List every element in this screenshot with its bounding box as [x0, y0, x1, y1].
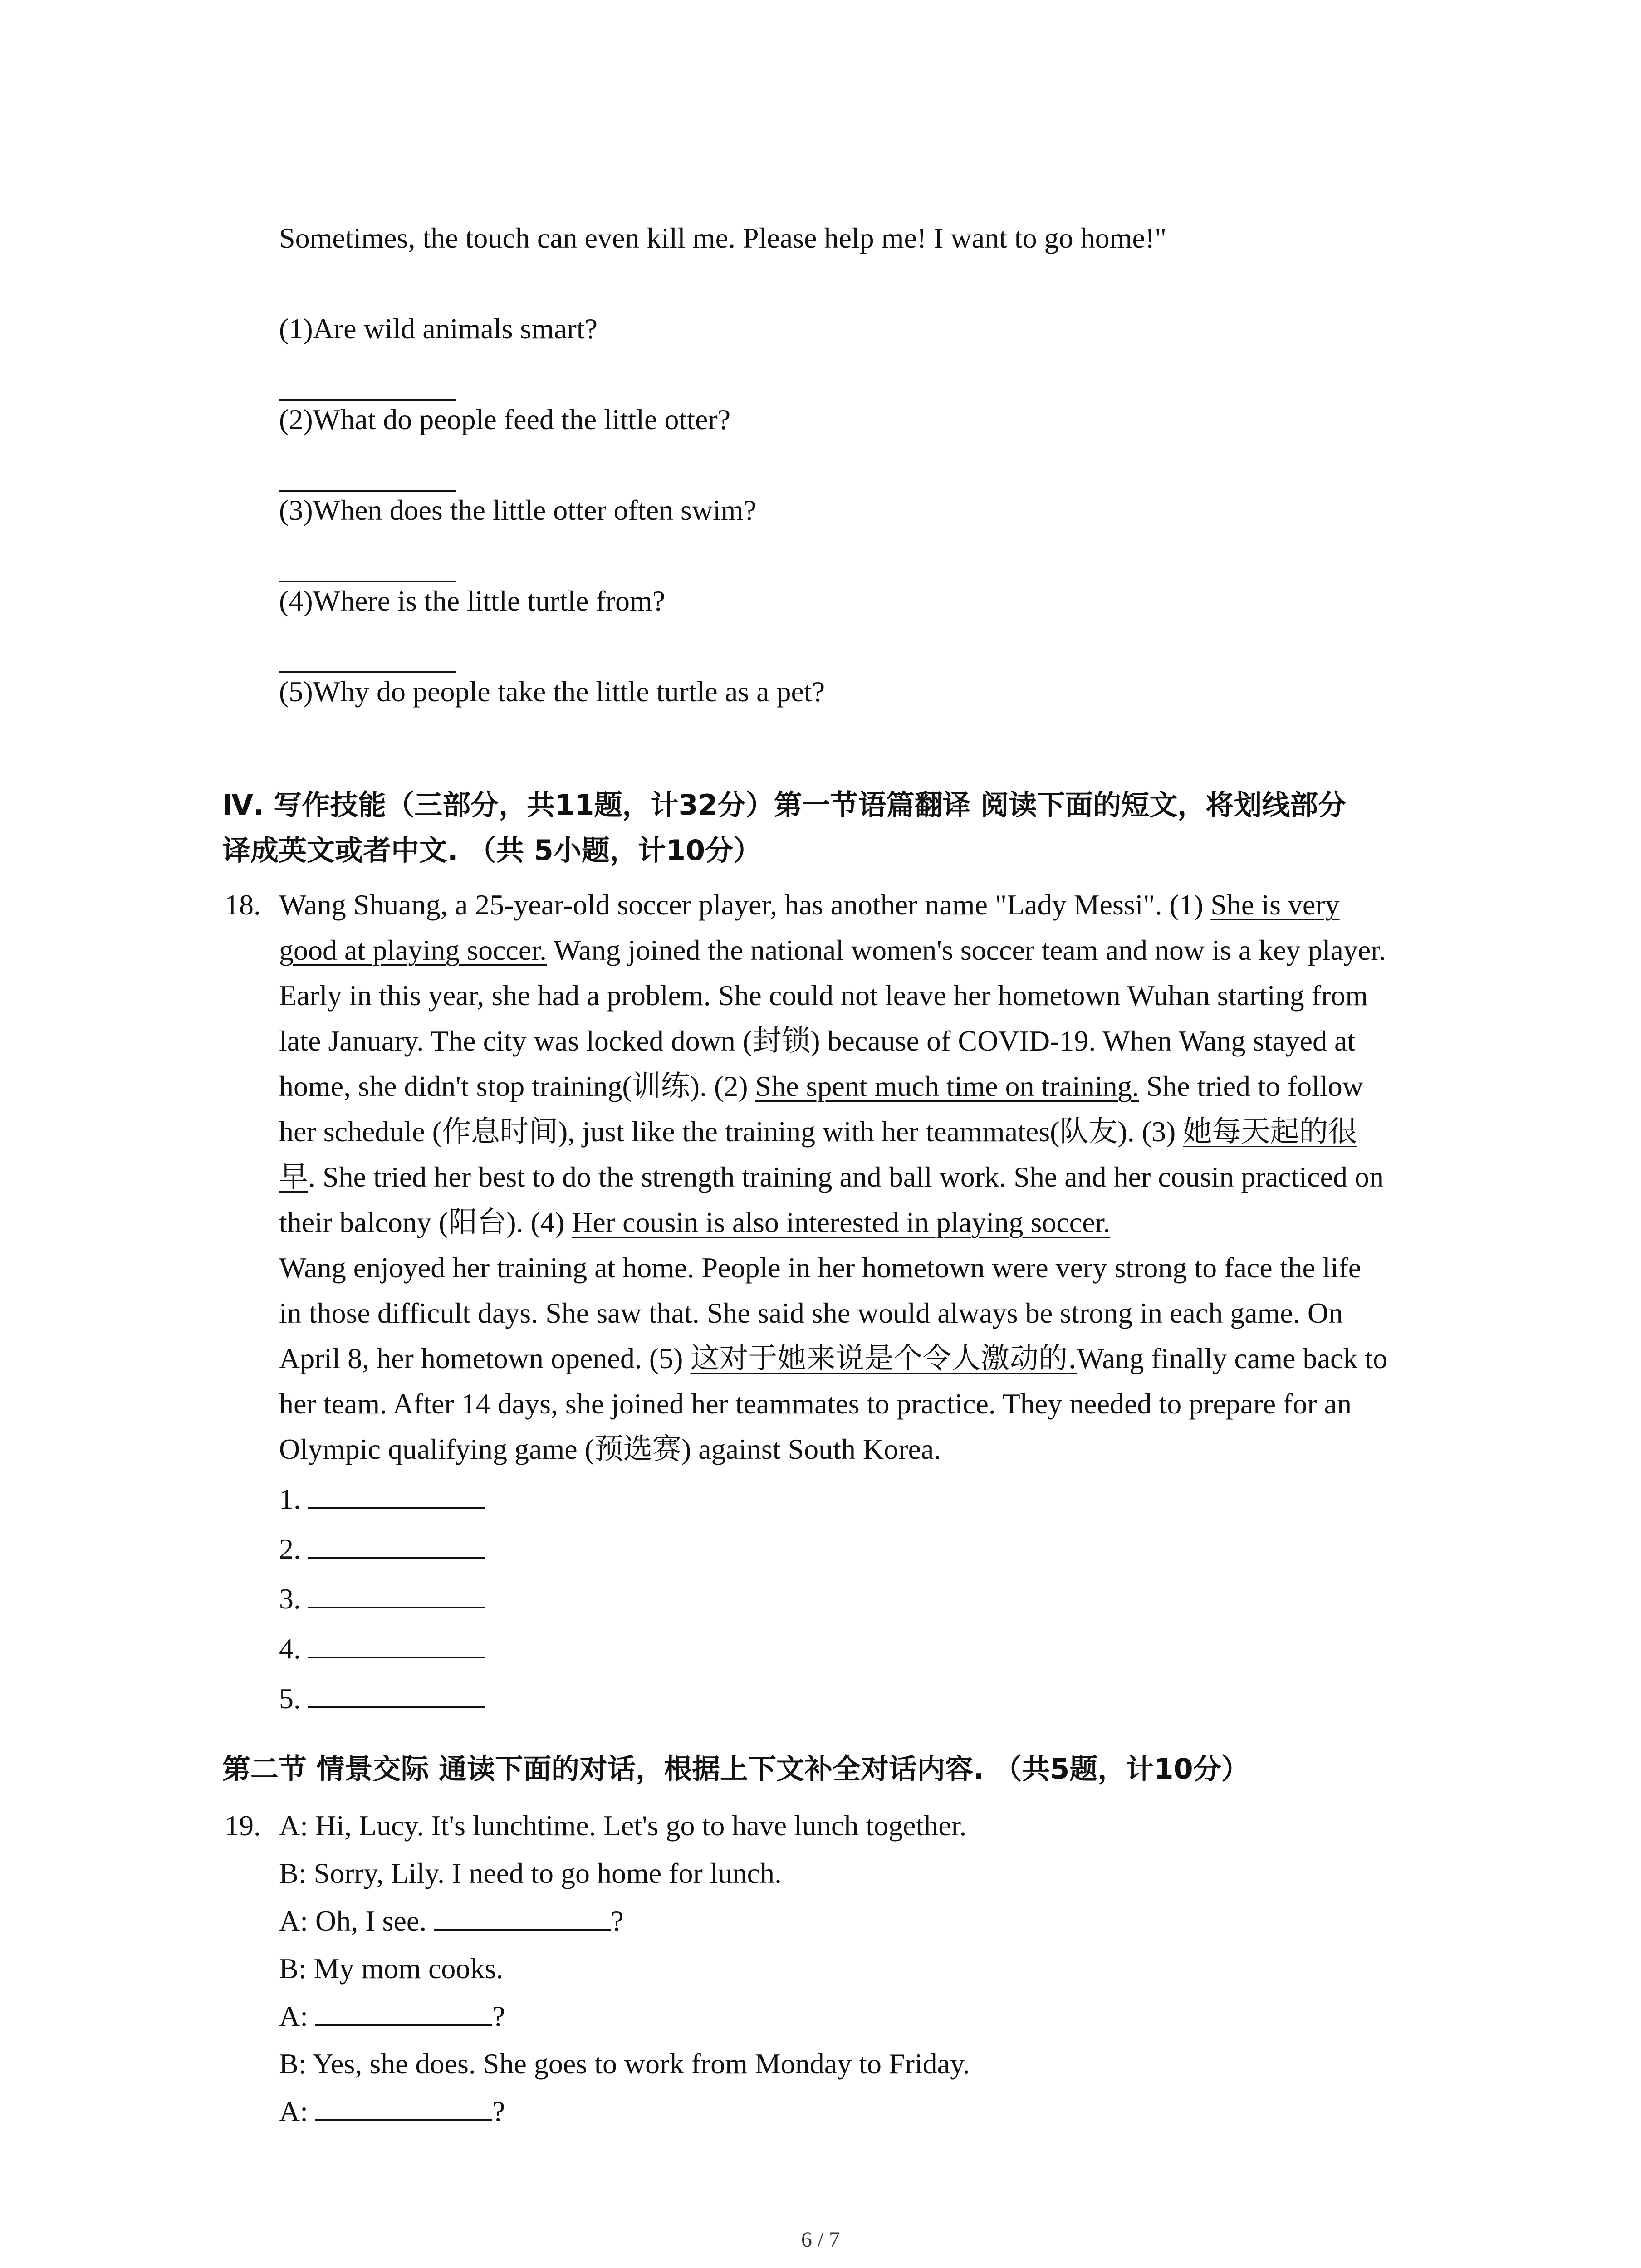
- answer-number: 3.: [279, 1583, 301, 1615]
- passage-end-line: Sometimes, the touch can even kill me. Please help me! I want to go home!": [279, 222, 1167, 254]
- q18-line-2: [279, 928, 1386, 973]
- dialogue-line-5: [279, 1994, 505, 2039]
- answer-blank[interactable]: [308, 1530, 485, 1559]
- dialogue-text: ?: [492, 2000, 505, 2032]
- section-4-heading-line-2: 译成英文或者中文. （共 5小题，计10分）: [222, 834, 762, 867]
- q18-text: ) against South Korea.: [681, 1433, 941, 1465]
- chinese-gloss: 封锁: [752, 1024, 811, 1058]
- underlined-part-4: Her cousin is also interested in playing soccer.: [572, 1206, 1111, 1238]
- q18-line-13: [279, 1427, 941, 1472]
- q18-text: ). (3): [1117, 1115, 1183, 1148]
- q18-text: home, she didn't stop training(: [279, 1070, 632, 1102]
- answer-number: 2.: [279, 1533, 301, 1565]
- page-number: 6 / 7: [801, 2228, 840, 2252]
- q18-line-4: [279, 1018, 1355, 1064]
- answer-number: 1.: [279, 1483, 301, 1515]
- question-17-4: (4)Where is the little turtle from?: [279, 585, 666, 617]
- dialogue-line-4: B: My mom cooks.: [279, 1952, 504, 1984]
- question-17-5: (5)Why do people take the little turtle as a pet?: [279, 675, 825, 708]
- translation-answer-1: [279, 1476, 485, 1522]
- answer-blank[interactable]: [434, 1901, 611, 1931]
- q18-text: Wang finally came back to: [1077, 1342, 1388, 1374]
- question-18-number: 18.: [225, 889, 261, 921]
- q18-line-8: [279, 1200, 1110, 1245]
- dialogue-line-1: A: Hi, Lucy. It's lunchtime. Let's go to have lunch together.: [279, 1809, 967, 1842]
- q18-line-6: [279, 1109, 1357, 1154]
- q18-text: their balcony (: [279, 1206, 449, 1238]
- dialogue-line-3: [279, 1898, 624, 1944]
- answer-blank[interactable]: [315, 2092, 492, 2121]
- q18-text: April 8, her hometown opened. (5): [279, 1342, 691, 1374]
- q18-text: Olympic qualifying game (: [279, 1433, 594, 1465]
- underlined-part-1b: good at playing soccer.: [279, 934, 547, 966]
- translation-answer-2: [279, 1526, 485, 1572]
- underlined-part-3a: 她每天起的很: [1183, 1115, 1357, 1149]
- translation-answer-4: [279, 1626, 485, 1672]
- dialogue-text: ?: [611, 1905, 624, 1937]
- dialogue-line-2: B: Sorry, Lily. I need to go home for lunch.: [279, 1857, 782, 1889]
- section-2-heading: 第二节 情景交际 通读下面的对话，根据上下文补全对话内容. （共5题，计10分）: [222, 1752, 1249, 1785]
- q18-line-3: Early in this year, she had a problem. She could not leave her hometown Wuhan starting from: [279, 979, 1368, 1012]
- underlined-part-5: 这对于她来说是个令人激动的.: [690, 1342, 1077, 1375]
- q18-line-5: [279, 1064, 1363, 1109]
- q18-text: ). (4): [506, 1206, 572, 1238]
- dialogue-line-6: B: Yes, she does. She goes to work from Monday to Friday.: [279, 2048, 970, 2080]
- q18-text: her schedule (: [279, 1115, 442, 1148]
- answer-blank[interactable]: [308, 1679, 485, 1708]
- q18-text: ) because of COVID-19. When Wang stayed at: [810, 1025, 1356, 1057]
- dialogue-text: A:: [279, 2095, 315, 2127]
- translation-answer-3: [279, 1576, 485, 1622]
- section-4-heading-line-1: Ⅳ. 写作技能（三部分，共11题，计32分）第一节语篇翻译 阅读下面的短文，将划线部分: [222, 788, 1347, 821]
- answer-blank[interactable]: [308, 1579, 485, 1608]
- underlined-part-3b: 早: [279, 1160, 308, 1194]
- question-17-1: (1)Are wild animals smart?: [279, 313, 598, 345]
- chinese-gloss: 作息时间: [441, 1115, 558, 1149]
- q18-line-10: in those difficult days. She saw that. She said she would always be strong in each game. On: [279, 1297, 1343, 1329]
- q18-line-9: Wang enjoyed her training at home. People in her hometown were very strong to face the life: [279, 1251, 1362, 1284]
- dialogue-text: A:: [279, 2000, 315, 2032]
- chinese-gloss: 训练: [632, 1070, 690, 1103]
- question-19-number: 19.: [225, 1809, 261, 1842]
- answer-number: 5.: [279, 1682, 301, 1715]
- dialogue-text: ?: [492, 2095, 505, 2127]
- underlined-part-1a: She is very: [1210, 889, 1340, 921]
- q18-line-11: [279, 1336, 1387, 1381]
- q18-text: Wang joined the national women's soccer team and now is a key player.: [547, 934, 1386, 966]
- dialogue-text: A: Oh, I see.: [279, 1905, 434, 1937]
- question-17-2: (2)What do people feed the little otter?: [279, 403, 731, 435]
- chinese-gloss: 阳台: [448, 1206, 507, 1239]
- q18-text: . She tried her best to do the strength training and ball work. She and her cousin practiced on: [308, 1161, 1384, 1193]
- answer-blank[interactable]: [308, 1480, 485, 1509]
- question-17-3: (3)When does the little otter often swim?: [279, 494, 757, 526]
- q18-line-7: [279, 1154, 1384, 1200]
- q18-text: ), just like the training with her teammates(: [558, 1115, 1060, 1148]
- q18-text: ). (2): [690, 1070, 755, 1102]
- dialogue-line-7: [279, 2089, 505, 2134]
- answer-blank[interactable]: [308, 1629, 485, 1658]
- q18-text: Wang Shuang, a 25-year-old soccer player, has another name "Lady Messi". (1): [279, 889, 1211, 921]
- answer-number: 4.: [279, 1633, 301, 1665]
- q18-line-12: her team. After 14 days, she joined her teammates to practice. They needed to prepare for an: [279, 1388, 1352, 1420]
- underlined-part-2: She spent much time on training.: [755, 1070, 1139, 1102]
- chinese-gloss: 预选赛: [594, 1432, 681, 1466]
- q18-line-1: [279, 882, 1340, 928]
- translation-answer-5: [279, 1676, 485, 1721]
- chinese-gloss: 队友: [1059, 1115, 1118, 1149]
- q18-text: late January. The city was locked down (: [279, 1025, 753, 1057]
- q18-text: She tried to follow: [1139, 1070, 1363, 1102]
- answer-blank[interactable]: [315, 1997, 492, 2026]
